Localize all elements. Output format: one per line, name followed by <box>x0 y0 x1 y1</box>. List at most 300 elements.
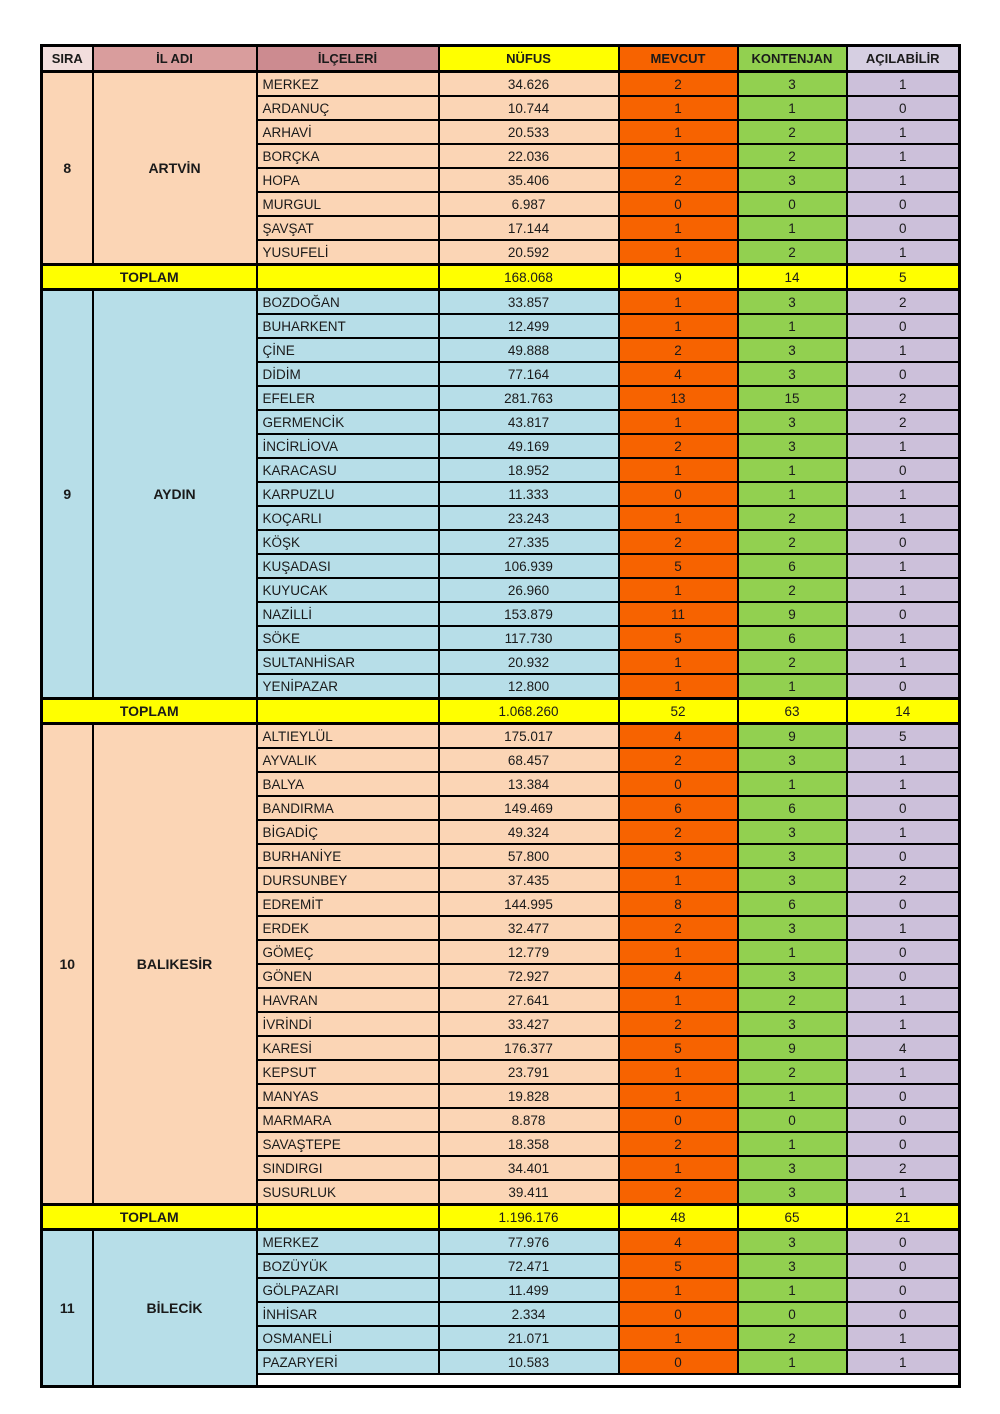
population-cell: 10.583 <box>439 1350 619 1374</box>
total-empty-cell <box>257 699 439 724</box>
mevcut-cell: 1 <box>619 1084 738 1108</box>
district-name-cell: İNCİRLİOVA <box>257 434 439 458</box>
acilabilir-cell: 0 <box>847 674 960 699</box>
mevcut-cell: 0 <box>619 1350 738 1374</box>
mevcut-cell: 1 <box>619 290 738 315</box>
total-kontenjan-cell: 63 <box>738 699 847 724</box>
kontenjan-cell: 3 <box>738 362 847 386</box>
population-cell: 153.879 <box>439 602 619 626</box>
kontenjan-cell: 1 <box>738 674 847 699</box>
mevcut-cell: 1 <box>619 216 738 240</box>
population-cell: 117.730 <box>439 626 619 650</box>
mevcut-cell: 11 <box>619 602 738 626</box>
acilabilir-cell: 1 <box>847 240 960 265</box>
column-header-nufus: NÜFUS <box>439 46 619 72</box>
mevcut-cell: 2 <box>619 434 738 458</box>
acilabilir-cell: 0 <box>847 1254 960 1278</box>
population-cell: 77.164 <box>439 362 619 386</box>
acilabilir-cell: 0 <box>847 940 960 964</box>
mevcut-cell: 1 <box>619 144 738 168</box>
district-name-cell: SINDIRGI <box>257 1156 439 1180</box>
province-name-cell: BİLECİK <box>93 1230 257 1387</box>
district-name-cell: GÖNEN <box>257 964 439 988</box>
population-cell: 281.763 <box>439 386 619 410</box>
district-name-cell: AYVALIK <box>257 748 439 772</box>
population-cell: 8.878 <box>439 1108 619 1132</box>
total-acilabilir-cell: 5 <box>847 265 960 290</box>
kontenjan-cell: 1 <box>738 1278 847 1302</box>
mevcut-cell: 4 <box>619 362 738 386</box>
acilabilir-cell: 1 <box>847 434 960 458</box>
acilabilir-cell: 1 <box>847 916 960 940</box>
mevcut-cell: 1 <box>619 650 738 674</box>
mevcut-cell: 1 <box>619 988 738 1012</box>
mevcut-cell: 1 <box>619 314 738 338</box>
acilabilir-cell: 1 <box>847 72 960 97</box>
total-row <box>42 265 960 290</box>
acilabilir-cell: 0 <box>847 458 960 482</box>
kontenjan-cell: 3 <box>738 434 847 458</box>
kontenjan-cell: 9 <box>738 1036 847 1060</box>
mevcut-cell: 2 <box>619 748 738 772</box>
acilabilir-cell: 0 <box>847 530 960 554</box>
acilabilir-cell: 1 <box>847 144 960 168</box>
mevcut-cell: 0 <box>619 772 738 796</box>
kontenjan-cell: 2 <box>738 1060 847 1084</box>
kontenjan-cell: 3 <box>738 1254 847 1278</box>
population-cell: 12.800 <box>439 674 619 699</box>
district-name-cell: OSMANELİ <box>257 1326 439 1350</box>
acilabilir-cell: 1 <box>847 1180 960 1205</box>
kontenjan-cell: 9 <box>738 602 847 626</box>
population-cell: 34.401 <box>439 1156 619 1180</box>
population-cell: 6.987 <box>439 192 619 216</box>
district-name-cell: HAVRAN <box>257 988 439 1012</box>
population-cell: 72.927 <box>439 964 619 988</box>
district-name-cell: KOÇARLI <box>257 506 439 530</box>
kontenjan-cell: 2 <box>738 1326 847 1350</box>
column-header-sira: SIRA <box>42 46 93 72</box>
population-cell: 23.791 <box>439 1060 619 1084</box>
population-cell: 106.939 <box>439 554 619 578</box>
acilabilir-cell: 1 <box>847 120 960 144</box>
acilabilir-cell: 0 <box>847 1132 960 1156</box>
total-population-cell: 168.068 <box>439 265 619 290</box>
population-cell: 18.952 <box>439 458 619 482</box>
acilabilir-cell: 1 <box>847 1060 960 1084</box>
kontenjan-cell: 3 <box>738 820 847 844</box>
population-cell: 43.817 <box>439 410 619 434</box>
district-name-cell: BİGADİÇ <box>257 820 439 844</box>
population-cell: 35.406 <box>439 168 619 192</box>
acilabilir-cell: 1 <box>847 554 960 578</box>
total-mevcut-cell: 48 <box>619 1205 738 1230</box>
district-name-cell: EFELER <box>257 386 439 410</box>
population-cell: 20.533 <box>439 120 619 144</box>
column-header-acilabilir: AÇILABİLİR <box>847 46 960 72</box>
total-kontenjan-cell: 14 <box>738 265 847 290</box>
district-row <box>42 1230 960 1255</box>
kontenjan-cell: 3 <box>738 72 847 97</box>
cutoff-cell <box>619 1374 738 1387</box>
kontenjan-cell: 3 <box>738 290 847 315</box>
district-name-cell: SUSURLUK <box>257 1180 439 1205</box>
acilabilir-cell: 1 <box>847 506 960 530</box>
kontenjan-cell: 3 <box>738 410 847 434</box>
acilabilir-cell: 0 <box>847 314 960 338</box>
province-sira-cell: 11 <box>42 1230 93 1387</box>
district-name-cell: MANYAS <box>257 1084 439 1108</box>
mevcut-cell: 13 <box>619 386 738 410</box>
acilabilir-cell: 1 <box>847 748 960 772</box>
acilabilir-cell: 0 <box>847 844 960 868</box>
acilabilir-cell: 2 <box>847 410 960 434</box>
district-name-cell: KÖŞK <box>257 530 439 554</box>
mevcut-cell: 0 <box>619 1108 738 1132</box>
total-empty-cell <box>257 1205 439 1230</box>
population-cell: 20.592 <box>439 240 619 265</box>
population-cell: 21.071 <box>439 1326 619 1350</box>
acilabilir-cell: 1 <box>847 482 960 506</box>
mevcut-cell: 6 <box>619 796 738 820</box>
district-name-cell: KUYUCAK <box>257 578 439 602</box>
total-empty-cell <box>257 265 439 290</box>
district-name-cell: KEPSUT <box>257 1060 439 1084</box>
kontenjan-cell: 3 <box>738 964 847 988</box>
mevcut-cell: 2 <box>619 168 738 192</box>
district-name-cell: ÇİNE <box>257 338 439 362</box>
mevcut-cell: 5 <box>619 626 738 650</box>
kontenjan-cell: 3 <box>738 916 847 940</box>
population-cell: 49.888 <box>439 338 619 362</box>
population-cell: 72.471 <box>439 1254 619 1278</box>
acilabilir-cell: 0 <box>847 1084 960 1108</box>
acilabilir-cell: 0 <box>847 892 960 916</box>
acilabilir-cell: 1 <box>847 1350 960 1374</box>
mevcut-cell: 3 <box>619 844 738 868</box>
kontenjan-cell: 6 <box>738 626 847 650</box>
district-name-cell: KARPUZLU <box>257 482 439 506</box>
district-name-cell: YUSUFELİ <box>257 240 439 265</box>
district-name-cell: HOPA <box>257 168 439 192</box>
district-name-cell: BANDIRMA <box>257 796 439 820</box>
population-cell: 39.411 <box>439 1180 619 1205</box>
kontenjan-cell: 3 <box>738 1156 847 1180</box>
kontenjan-cell: 3 <box>738 1012 847 1036</box>
population-cell: 33.857 <box>439 290 619 315</box>
kontenjan-cell: 2 <box>738 120 847 144</box>
mevcut-cell: 4 <box>619 1230 738 1255</box>
population-cell: 19.828 <box>439 1084 619 1108</box>
mevcut-cell: 1 <box>619 868 738 892</box>
mevcut-cell: 5 <box>619 554 738 578</box>
mevcut-cell: 2 <box>619 72 738 97</box>
mevcut-cell: 2 <box>619 1132 738 1156</box>
kontenjan-cell: 6 <box>738 796 847 820</box>
population-cell: 11.499 <box>439 1278 619 1302</box>
kontenjan-cell: 0 <box>738 192 847 216</box>
population-cell: 10.744 <box>439 96 619 120</box>
population-cell: 37.435 <box>439 868 619 892</box>
district-name-cell: PAZARYERİ <box>257 1350 439 1374</box>
acilabilir-cell: 2 <box>847 1156 960 1180</box>
acilabilir-cell: 1 <box>847 1326 960 1350</box>
cutoff-cell <box>257 1374 439 1387</box>
acilabilir-cell: 0 <box>847 1302 960 1326</box>
column-header-il-adi: İL ADI <box>93 46 257 72</box>
district-name-cell: ALTIEYLÜL <box>257 724 439 749</box>
province-sira-cell: 8 <box>42 72 93 265</box>
mevcut-cell: 1 <box>619 96 738 120</box>
population-cell: 20.932 <box>439 650 619 674</box>
population-cell: 34.626 <box>439 72 619 97</box>
district-name-cell: BOZDOĞAN <box>257 290 439 315</box>
acilabilir-cell: 0 <box>847 1108 960 1132</box>
province-sira-cell: 10 <box>42 724 93 1205</box>
acilabilir-cell: 0 <box>847 216 960 240</box>
kontenjan-cell: 3 <box>738 748 847 772</box>
population-cell: 49.169 <box>439 434 619 458</box>
district-name-cell: BUHARKENT <box>257 314 439 338</box>
population-cell: 57.800 <box>439 844 619 868</box>
population-cell: 23.243 <box>439 506 619 530</box>
mevcut-cell: 2 <box>619 1012 738 1036</box>
population-cell: 33.427 <box>439 1012 619 1036</box>
acilabilir-cell: 0 <box>847 192 960 216</box>
kontenjan-cell: 1 <box>738 458 847 482</box>
district-name-cell: MERKEZ <box>257 1230 439 1255</box>
population-cell: 144.995 <box>439 892 619 916</box>
population-cell: 12.779 <box>439 940 619 964</box>
total-population-cell: 1.196.176 <box>439 1205 619 1230</box>
district-row <box>42 72 960 97</box>
acilabilir-cell: 5 <box>847 724 960 749</box>
district-name-cell: ERDEK <box>257 916 439 940</box>
acilabilir-cell: 0 <box>847 602 960 626</box>
district-name-cell: MURGUL <box>257 192 439 216</box>
province-name-cell: BALIKESİR <box>93 724 257 1205</box>
kontenjan-cell: 2 <box>738 530 847 554</box>
acilabilir-cell: 2 <box>847 386 960 410</box>
kontenjan-cell: 1 <box>738 1350 847 1374</box>
district-name-cell: BORÇKA <box>257 144 439 168</box>
acilabilir-cell: 0 <box>847 1230 960 1255</box>
kontenjan-cell: 0 <box>738 1108 847 1132</box>
kontenjan-cell: 3 <box>738 844 847 868</box>
mevcut-cell: 1 <box>619 506 738 530</box>
population-cell: 27.335 <box>439 530 619 554</box>
acilabilir-cell: 1 <box>847 1012 960 1036</box>
total-row <box>42 699 960 724</box>
kontenjan-cell: 1 <box>738 216 847 240</box>
district-name-cell: DURSUNBEY <box>257 868 439 892</box>
district-name-cell: GÖLPAZARI <box>257 1278 439 1302</box>
district-name-cell: MARMARA <box>257 1108 439 1132</box>
mevcut-cell: 4 <box>619 724 738 749</box>
acilabilir-cell: 0 <box>847 1278 960 1302</box>
population-cell: 149.469 <box>439 796 619 820</box>
population-cell: 13.384 <box>439 772 619 796</box>
district-name-cell: ARDANUÇ <box>257 96 439 120</box>
cutoff-cell <box>738 1374 847 1387</box>
province-district-table <box>40 44 961 1388</box>
kontenjan-cell: 2 <box>738 240 847 265</box>
mevcut-cell: 2 <box>619 820 738 844</box>
kontenjan-cell: 2 <box>738 578 847 602</box>
total-label-cell: TOPLAM <box>42 699 257 724</box>
table-clip-region <box>40 44 968 1390</box>
total-row <box>42 1205 960 1230</box>
kontenjan-cell: 6 <box>738 554 847 578</box>
mevcut-cell: 1 <box>619 240 738 265</box>
kontenjan-cell: 3 <box>738 168 847 192</box>
acilabilir-cell: 1 <box>847 988 960 1012</box>
mevcut-cell: 5 <box>619 1254 738 1278</box>
mevcut-cell: 2 <box>619 338 738 362</box>
kontenjan-cell: 2 <box>738 506 847 530</box>
acilabilir-cell: 1 <box>847 772 960 796</box>
district-name-cell: DİDİM <box>257 362 439 386</box>
kontenjan-cell: 9 <box>738 724 847 749</box>
mevcut-cell: 2 <box>619 530 738 554</box>
kontenjan-cell: 3 <box>738 868 847 892</box>
kontenjan-cell: 1 <box>738 96 847 120</box>
district-name-cell: MERKEZ <box>257 72 439 97</box>
district-name-cell: KUŞADASI <box>257 554 439 578</box>
mevcut-cell: 1 <box>619 940 738 964</box>
population-cell: 77.976 <box>439 1230 619 1255</box>
total-label-cell: TOPLAM <box>42 1205 257 1230</box>
acilabilir-cell: 1 <box>847 578 960 602</box>
district-name-cell: İNHİSAR <box>257 1302 439 1326</box>
mevcut-cell: 5 <box>619 1036 738 1060</box>
district-row <box>42 724 960 749</box>
mevcut-cell: 1 <box>619 1060 738 1084</box>
total-label-cell: TOPLAM <box>42 265 257 290</box>
kontenjan-cell: 15 <box>738 386 847 410</box>
district-name-cell: GERMENCİK <box>257 410 439 434</box>
mevcut-cell: 8 <box>619 892 738 916</box>
kontenjan-cell: 3 <box>738 1230 847 1255</box>
kontenjan-cell: 0 <box>738 1302 847 1326</box>
population-cell: 49.324 <box>439 820 619 844</box>
mevcut-cell: 0 <box>619 192 738 216</box>
total-mevcut-cell: 9 <box>619 265 738 290</box>
district-row <box>42 290 960 315</box>
district-name-cell: İVRİNDİ <box>257 1012 439 1036</box>
population-cell: 12.499 <box>439 314 619 338</box>
mevcut-cell: 1 <box>619 578 738 602</box>
population-cell: 18.358 <box>439 1132 619 1156</box>
acilabilir-cell: 1 <box>847 338 960 362</box>
mevcut-cell: 0 <box>619 482 738 506</box>
population-cell: 176.377 <box>439 1036 619 1060</box>
province-name-cell: ARTVİN <box>93 72 257 265</box>
cutoff-cell <box>439 1374 619 1387</box>
population-cell: 26.960 <box>439 578 619 602</box>
acilabilir-cell: 0 <box>847 796 960 820</box>
kontenjan-cell: 6 <box>738 892 847 916</box>
district-name-cell: GÖMEÇ <box>257 940 439 964</box>
population-cell: 32.477 <box>439 916 619 940</box>
kontenjan-cell: 1 <box>738 1084 847 1108</box>
mevcut-cell: 2 <box>619 1180 738 1205</box>
acilabilir-cell: 2 <box>847 290 960 315</box>
kontenjan-cell: 2 <box>738 650 847 674</box>
acilabilir-cell: 0 <box>847 964 960 988</box>
kontenjan-cell: 3 <box>738 1180 847 1205</box>
mevcut-cell: 1 <box>619 410 738 434</box>
acilabilir-cell: 2 <box>847 868 960 892</box>
population-cell: 11.333 <box>439 482 619 506</box>
cutoff-cell <box>847 1374 960 1387</box>
kontenjan-cell: 1 <box>738 772 847 796</box>
population-cell: 68.457 <box>439 748 619 772</box>
acilabilir-cell: 4 <box>847 1036 960 1060</box>
kontenjan-cell: 2 <box>738 988 847 1012</box>
district-name-cell: KARACASU <box>257 458 439 482</box>
district-name-cell: SAVAŞTEPE <box>257 1132 439 1156</box>
district-name-cell: ARHAVİ <box>257 120 439 144</box>
population-cell: 17.144 <box>439 216 619 240</box>
acilabilir-cell: 1 <box>847 626 960 650</box>
kontenjan-cell: 1 <box>738 1132 847 1156</box>
kontenjan-cell: 1 <box>738 482 847 506</box>
acilabilir-cell: 1 <box>847 168 960 192</box>
kontenjan-cell: 3 <box>738 338 847 362</box>
population-cell: 22.036 <box>439 144 619 168</box>
district-name-cell: SÖKE <box>257 626 439 650</box>
kontenjan-cell: 2 <box>738 144 847 168</box>
mevcut-cell: 1 <box>619 458 738 482</box>
kontenjan-cell: 1 <box>738 940 847 964</box>
district-name-cell: BALYA <box>257 772 439 796</box>
total-acilabilir-cell: 14 <box>847 699 960 724</box>
total-kontenjan-cell: 65 <box>738 1205 847 1230</box>
total-acilabilir-cell: 21 <box>847 1205 960 1230</box>
mevcut-cell: 1 <box>619 674 738 699</box>
mevcut-cell: 1 <box>619 120 738 144</box>
acilabilir-cell: 1 <box>847 820 960 844</box>
total-mevcut-cell: 52 <box>619 699 738 724</box>
column-header-kontenjan: KONTENJAN <box>738 46 847 72</box>
district-name-cell: NAZİLLİ <box>257 602 439 626</box>
mevcut-cell: 4 <box>619 964 738 988</box>
mevcut-cell: 0 <box>619 1302 738 1326</box>
district-name-cell: YENİPAZAR <box>257 674 439 699</box>
district-name-cell: EDREMİT <box>257 892 439 916</box>
acilabilir-cell: 1 <box>847 650 960 674</box>
population-cell: 175.017 <box>439 724 619 749</box>
mevcut-cell: 1 <box>619 1326 738 1350</box>
district-name-cell: SULTANHİSAR <box>257 650 439 674</box>
district-name-cell: BOZÜYÜK <box>257 1254 439 1278</box>
province-sira-cell: 9 <box>42 290 93 699</box>
acilabilir-cell: 0 <box>847 96 960 120</box>
acilabilir-cell: 0 <box>847 362 960 386</box>
population-cell: 2.334 <box>439 1302 619 1326</box>
district-name-cell: KARESİ <box>257 1036 439 1060</box>
mevcut-cell: 1 <box>619 1156 738 1180</box>
district-name-cell: BURHANİYE <box>257 844 439 868</box>
header-row <box>42 46 960 72</box>
mevcut-cell: 2 <box>619 916 738 940</box>
kontenjan-cell: 1 <box>738 314 847 338</box>
column-header-mevcut: MEVCUT <box>619 46 738 72</box>
mevcut-cell: 1 <box>619 1278 738 1302</box>
total-population-cell: 1.068.260 <box>439 699 619 724</box>
population-cell: 27.641 <box>439 988 619 1012</box>
